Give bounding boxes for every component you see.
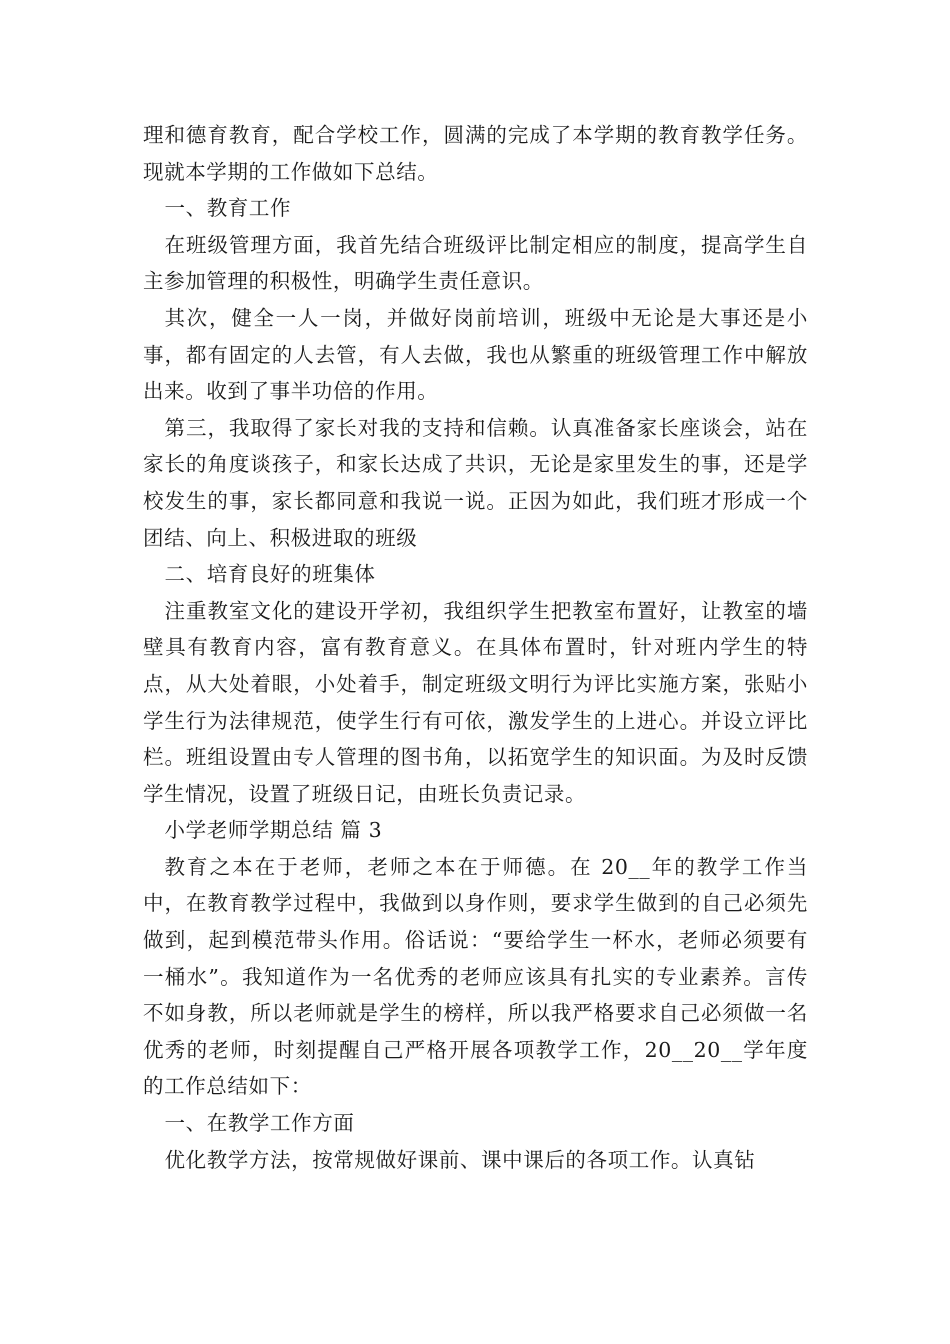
paragraph-third-point: 第三，我取得了家长对我的支持和信赖。认真准备家长座谈会，站在家长的角度谈孩子，和家长达成了共识，无论是家里发生的事，还是学校发生的事，家长都同意和我说一说。正因为如此，我们班才形成一个团结、向上、积极进取的班级 bbox=[143, 415, 808, 550]
section-heading-education-work: 一、教育工作 bbox=[164, 196, 292, 221]
section-heading-teaching-work: 一、在教学工作方面 bbox=[164, 1111, 355, 1136]
paragraph-continuation: 理和德育教育，配合学校工作，圆满的完成了本学期的教育教学任务。现就本学期的工作做如下总结。 bbox=[143, 123, 808, 184]
section-heading-class-collective: 二、培育良好的班集体 bbox=[164, 562, 376, 587]
paragraph-teacher-ethics: 教育之本在于老师，老师之本在于师德。在 20__年的教学工作当中，在教育教学过程中，我做到以身作则，要求学生做到的自己必须先做到，起到模范带头作用。俗话说：“要给学生一杯水，老师必须要有一桶水”。我知道作为一名优秀的老师应该具有扎实的专业素养。言传不如身教，所以老师就是学生的榜样，所以我严格要求自己必须做一名优秀的老师，时刻提醒自己严格开展各项教学工作，20__20__学年度的工作总结如下： bbox=[143, 854, 808, 1099]
paragraph-class-management: 在班级管理方面，我首先结合班级评比制定相应的制度，提高学生自主参加管理的积极性，明确学生责任意识。 bbox=[143, 232, 808, 294]
paragraph-classroom-culture: 注重教室文化的建设开学初，我组织学生把教室布置好，让教室的墙壁具有教育内容，富有教育意义。在具体布置时，针对班内学生的特点，从大处着眼，小处着手，制定班级文明行为评比实施方案，张贴小学生行为法律规范，使学生行有可依，激发学生的上进心。并设立评比栏。班组设置由专人管理的图书角，以拓宽学生的知识面。为及时反馈学生情况，设置了班级日记，由班长负责记录。 bbox=[143, 598, 808, 806]
paragraph-second-point: 其次，健全一人一岗，并做好岗前培训，班级中无论是大事还是小事，都有固定的人去管，有人去做，我也从繁重的班级管理工作中解放出来。收到了事半功倍的作用。 bbox=[143, 305, 808, 404]
paragraph-teaching-methods: 优化教学方法，按常规做好课前、课中课后的各项工作。认真钻 bbox=[164, 1147, 756, 1172]
document-body bbox=[143, 117, 808, 1178]
article-heading-part-3: 小学老师学期总结 篇 3 bbox=[164, 818, 383, 843]
